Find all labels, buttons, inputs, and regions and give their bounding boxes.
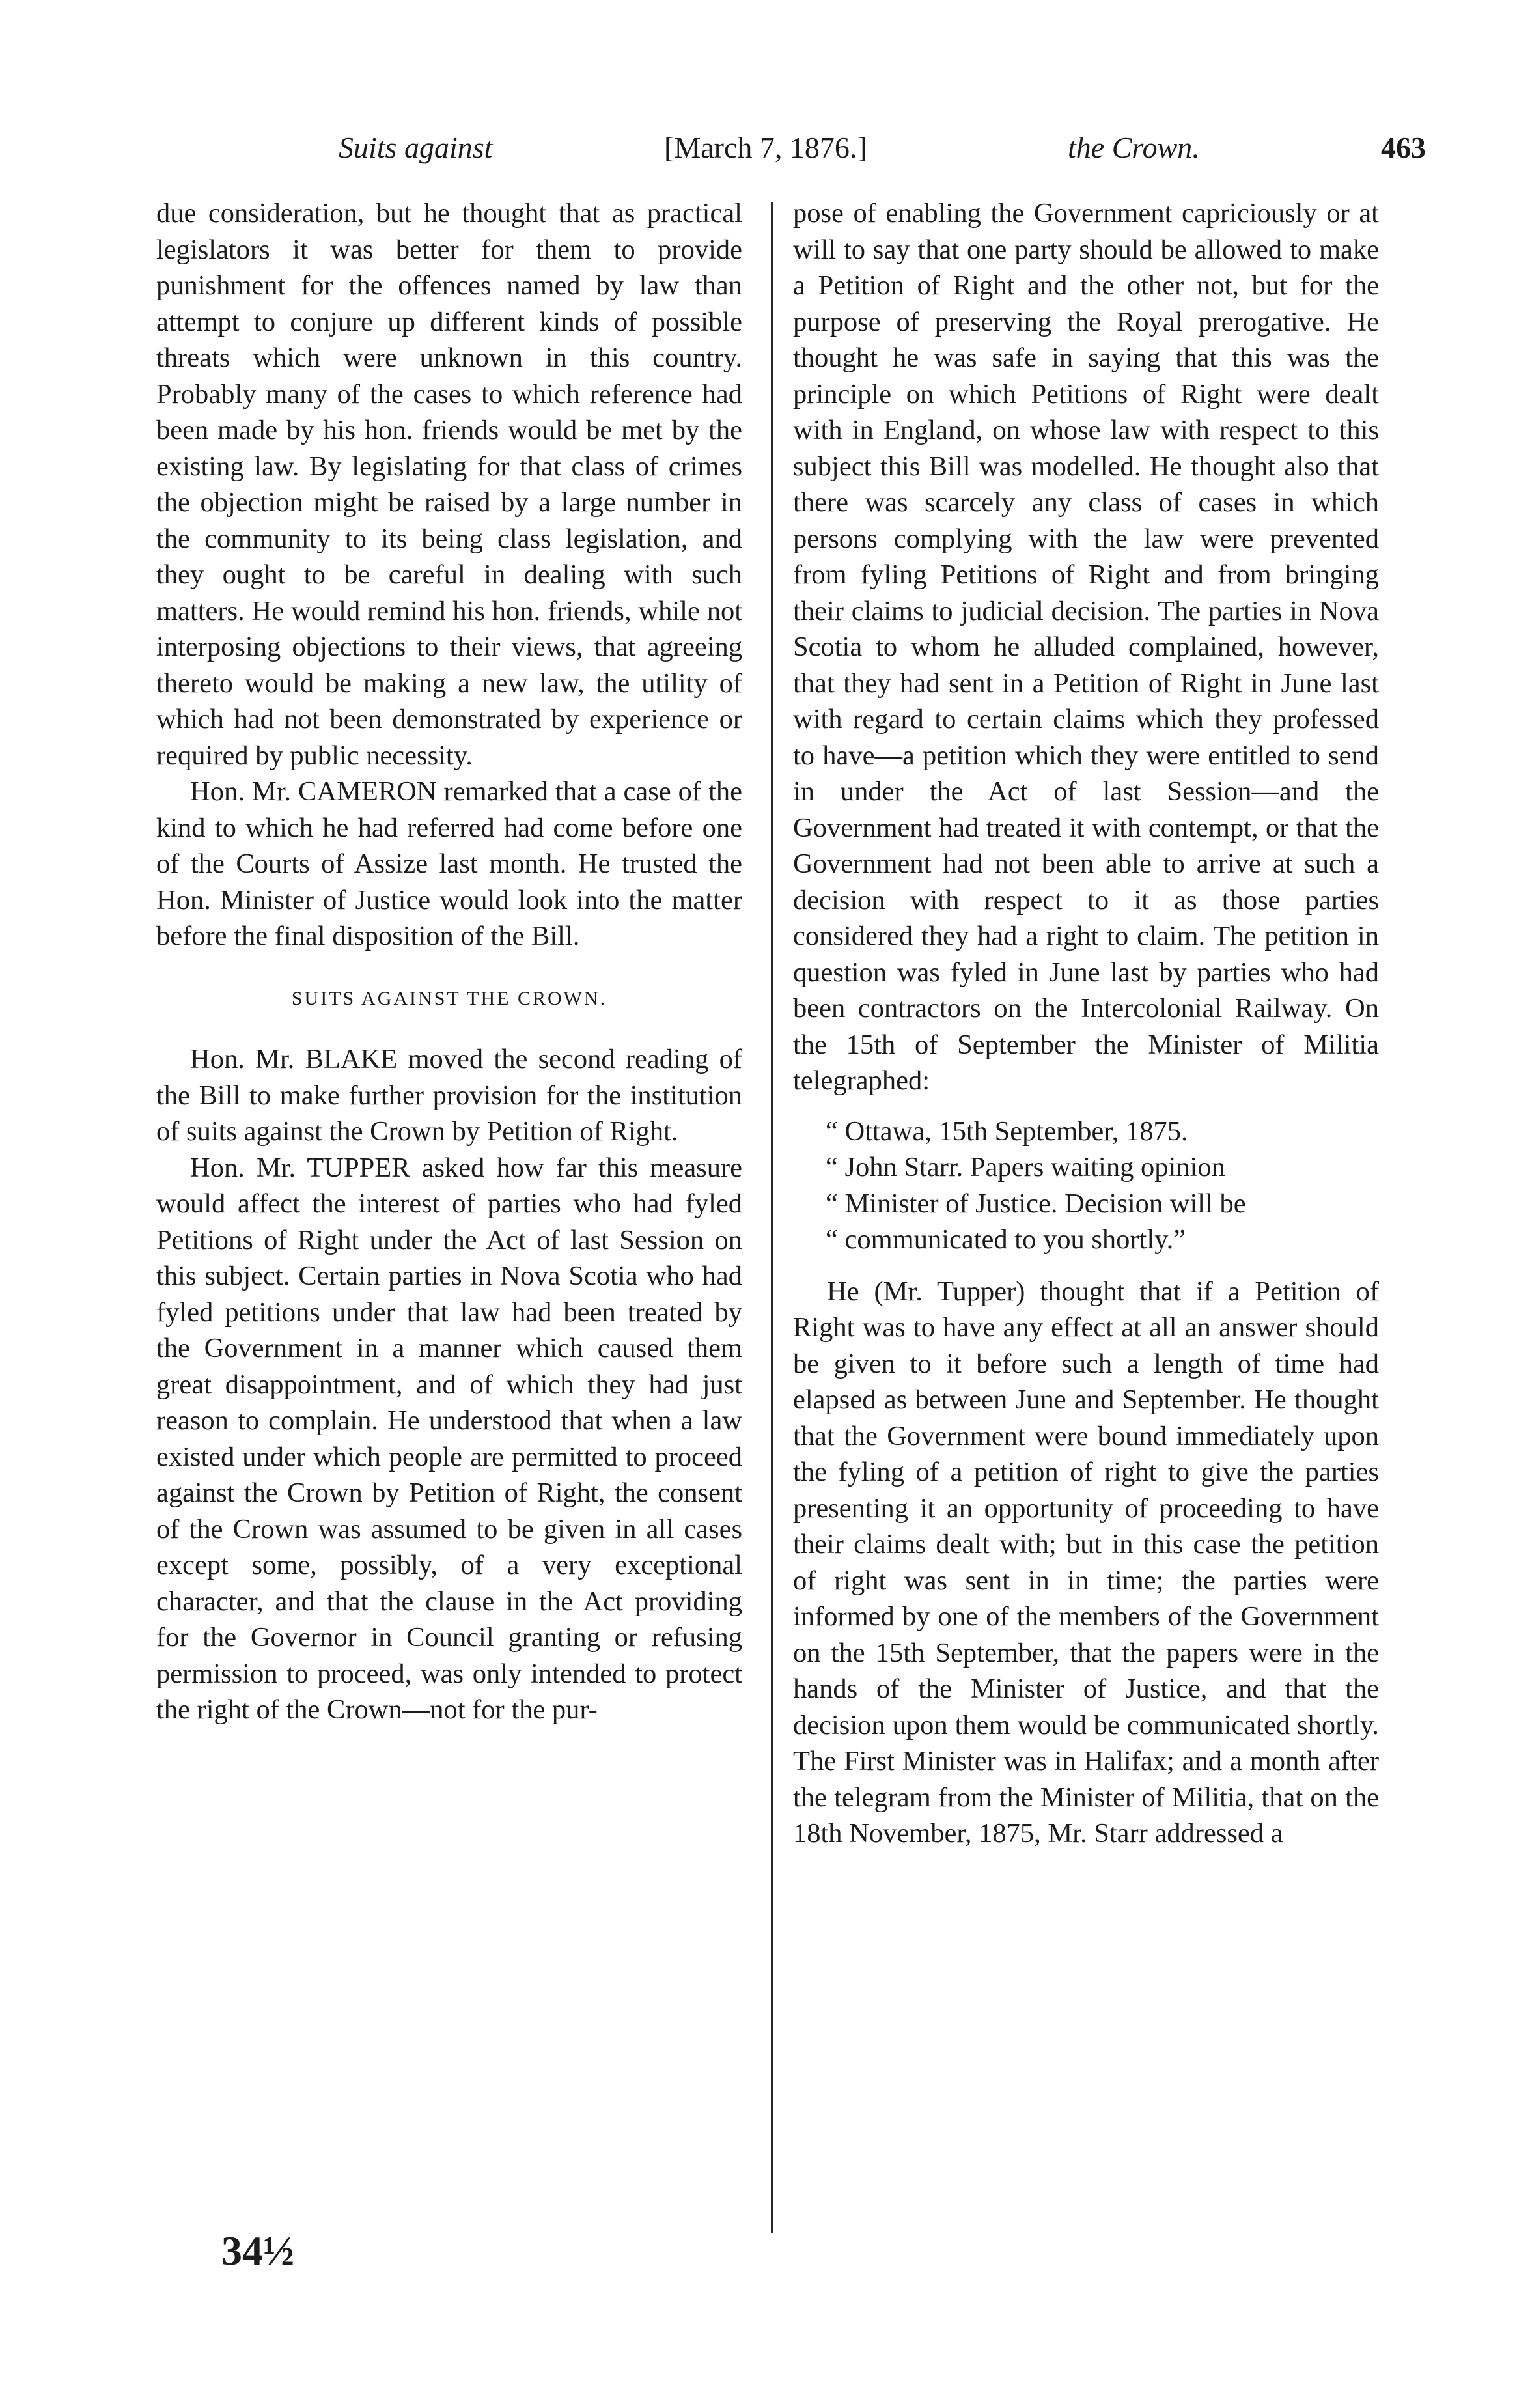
telegram-line: “ Minister of Justice. Decision will be [826,1188,1246,1219]
telegram-line: “ John Starr. Papers waiting opinion [826,1152,1225,1183]
signature-mark: 34½ [221,2228,294,2274]
telegram-quote [793,1113,1379,1258]
left-paragraph-blake: Hon. Mr. BLAKE moved the second reading of the Bill to make further provision for the institution of suits against the Crown by Petition of Right. [156,1044,742,1147]
telegram-line: “ Ottawa, 15th September, 1875. [826,1115,1188,1147]
right-paragraph-2: He (Mr. Tupper) thought that if a Petition of Right was to have any effect at all an answer should be given to it before such a length of time had elapsed as between June and September. He thought that the Government were bound immediately upon the fyling of a petition of right to give the parties presenting it an opportunity of proceeding to have their claims dealt with; but in this case the petition of right was sent in in time; the parties were informed by one of the members of the Government on the 15th September, that the papers were in the hands of the Minister of Justice, and that the decision upon them would be communicated shortly. The First Minister was in Halifax; and a month after the telegram from the Minister of Militia, that on the 18th November, 1875, Mr. Starr addressed a [793,1276,1379,1849]
left-paragraph-1: due consideration, but he thought that as practical legislators it was better for them to provide punishment for the offences named by law than attempt to conjure up different kinds of possible threats which were unknown in this country. Probably many of the cases to which reference had been made by his hon. friends would be met by the existing law. By legislating for that class of crimes the objection might be raised by a large number in the community to its being class legislation, and they ought to be careful in dealing with such matters. He would remind his hon. friends, while not interposing objections to their views, that agreeing thereto would be making a new law, the utility of which had not been demonstrated by experience or required by public necessity. [156,198,742,771]
left-column [156,195,742,1728]
running-head-left: Suits against [339,131,493,164]
column-divider [771,202,773,2233]
running-head-right: the Crown. [1068,131,1200,164]
section-heading: SUITS AGAINST THE CROWN. [291,987,607,1009]
left-paragraph-cameron: Hon. Mr. CAMERON remarked that a case of the kind to which he had referred had come before one of the Courts of Assize last month. He trusted the Hon. Minister of Justice would look into the matter before the final disposition of the Bill. [156,776,742,951]
right-paragraph-1: pose of enabling the Government capriciously or at will to say that one party should be allowed to make a Petition of Right and the other not, but for the purpose of preserving the Royal prerogative. He thought he was safe in saying that this was the principle on which Petitions of Right were dealt with in England, on whose law with respect to this subject this Bill was modelled. He thought also that there was scarcely any class of cases in which persons complying with the law were prevented from fyling Petitions of Right and from bringing their claims to judicial decision. The parties in Nova Scotia to whom he alluded complained, however, that they had sent in a Petition of Right in June last with regard to certain claims which they professed to have—a petition which they were entitled to send in under the Act of last Session—and the Government had treated it with contempt, or that the Government had not been able to arrive at such a decision with respect to it as those parties considered they had a right to claim. The petition in question was fyled in June last by parties who had been contractors on the Intercolonial Railway. On the 15th of September the Minister of Militia telegraphed: [793,198,1379,1096]
telegram-line: “ communicated to you shortly.” [826,1224,1186,1255]
running-head-date: [March 7, 1876.] [664,131,867,164]
left-paragraph-tupper: Hon. Mr. TUPPER asked how far this measure would affect the interest of parties who had fyled Petitions of Right under the Act of last Session on this subject. Certain parties in Nova Scotia who had fyled petitions under that law had been treated by the Government in a manner which caused them great disappointment, and of which they had just reason to complain. He understood that when a law existed under which people are permitted to proceed against the Crown by Petition of Right, the consent of the Crown was assumed to be given in all cases except some, possibly, of a very exceptional character, and that the clause in the Act providing for the Governor in Council granting or refusing permission to proceed, was only intended to protect the right of the Crown—not for the pur- [156,1152,742,1725]
running-head [182,130,1426,176]
right-column [793,195,1379,1852]
page-number: 463 [1381,131,1426,164]
